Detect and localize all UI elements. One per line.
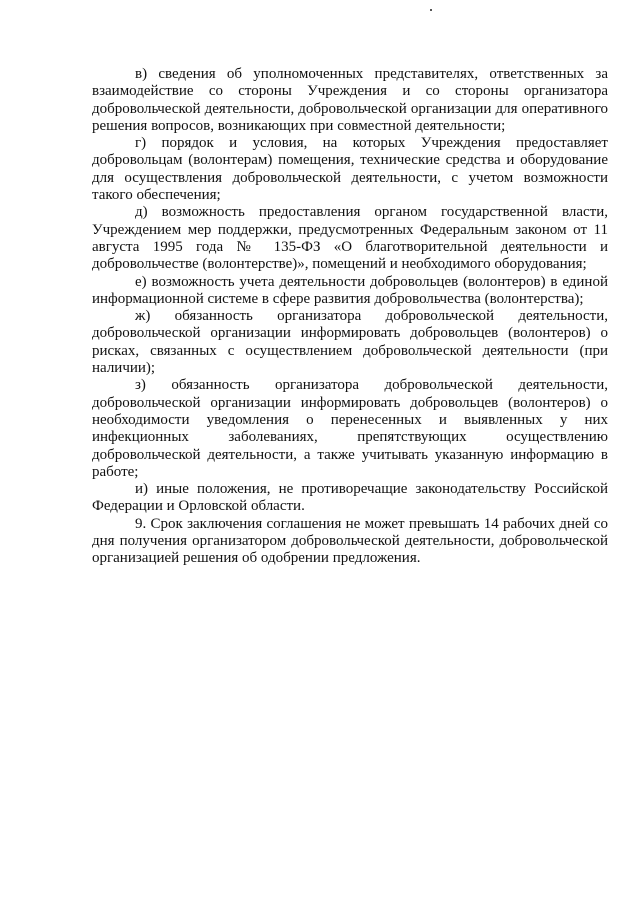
- paragraph-item-g: г) порядок и условия, на которых Учреждения предоставляет добровольцам (волонтерам) помещения, технические средства и оборудование для осуществления добровольческой деятельности, с учетом возможности такого обеспечения;: [92, 135, 608, 204]
- scan-speck: [430, 9, 432, 11]
- paragraph-item-v: в) сведения об уполномоченных представителях, ответственных за взаимодействие со стороны Учреждения и со стороны организатора добровольческой деятельности, добровольческой организации для оперативного решения вопросов, возникающих при совместной деятельности;: [92, 66, 608, 134]
- paragraph-item-zh: ж) обязанность организатора добровольческой деятельности, добровольческой организации информировать добровольцев (волонтеров) о рисках, связанных с осуществлением добровольческой деятельности (при наличии);: [92, 308, 608, 377]
- paragraph-item-z: з) обязанность организатора добровольческой деятельности, добровольческой организации информировать добровольцев (волонтеров) о необходимости уведомления о перенесенных и выявленных у них инфекционных заболеваниях, препятствующих осуществлению добровольческой деятельности, а также учитывать указанную информацию в работе;: [92, 377, 608, 480]
- paragraph-item-i: и) иные положения, не противоречащие законодательству Российской Федерации и Орловской области.: [92, 481, 608, 515]
- paragraph-item-d: д) возможность предоставления органом государственной власти, Учреждением мер поддержки, предусмотренных Федеральным законом от 11 августа 1995 года № 135-ФЗ «О благотворительной деятельности и добровольчестве (волонтерстве)», помещений и необходимого оборудования;: [92, 204, 608, 273]
- document-body: [92, 66, 608, 568]
- paragraph-clause-9: 9. Срок заключения соглашения не может превышать 14 рабочих дней со дня получения организатором добровольческой деятельности, добровольческой организацией решения об одобрении предложения.: [92, 515, 608, 567]
- paragraph-item-e: е) возможность учета деятельности добровольцев (волонтеров) в единой информационной системе в сфере развития добровольчества (волонтерства);: [92, 273, 608, 307]
